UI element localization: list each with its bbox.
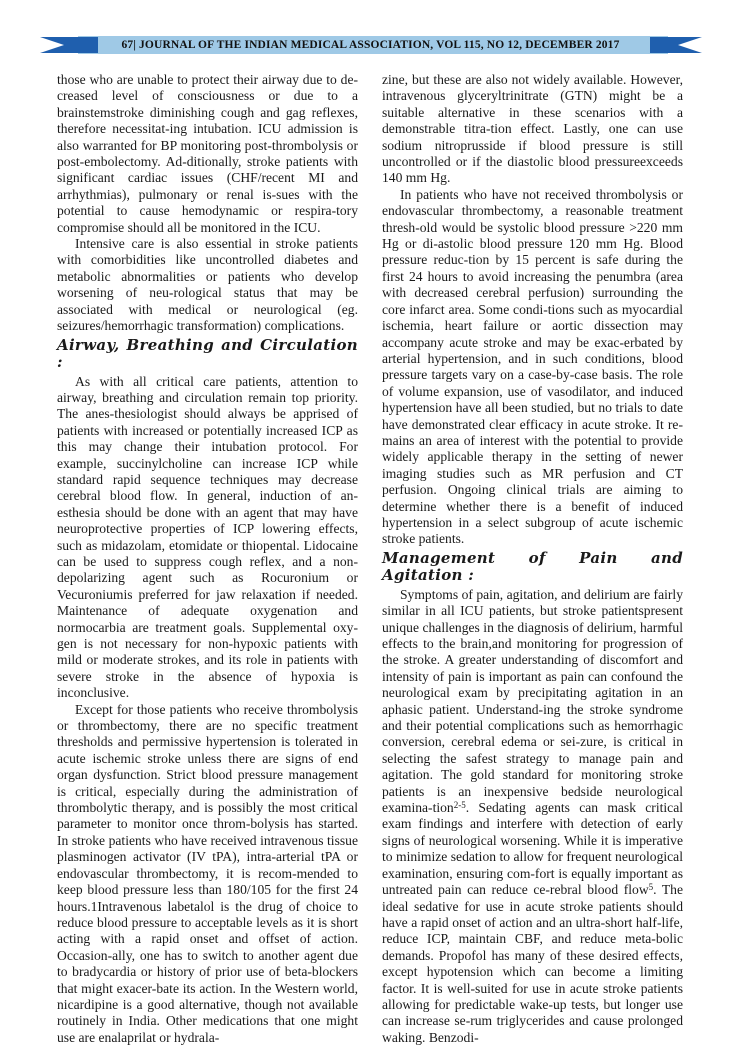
paragraph <box>382 587 683 1046</box>
running-header <box>0 33 741 57</box>
paragraph: In patients who have not received thrombolysis or endovascular thrombectomy, a reasonable treatment thresh-old would be systolic blood pressure >220 mm Hg or di-astolic blood pressure 120 mm Hg. Blood pressure reduc-tion by 15 percent is safe during the first 24 hours to avoid increasing the penumbra (area with decreased cerebral perfusion) surrounding the core infarct area. Some condi-tions such as myocardial ischemia, heart failure or aortic dissection may accompany acute stroke and may be exac-erbated by arterial hypertension, and in such conditions, blood pressure targets vary on a case-by-case basis. The role of volume expansion, use of vasodilator, and induced hypertension have all been studied, but no trials to date have demonstrated clear efficacy in acute stroke. It re-mains an area of interest with the potential to provide widely applicable therapy in the setting of newer imaging studies such as MR perfusion and CT perfusion. Ongoing clinical trials are aiming to determine whether there is a benefit of induced hypertension in a select subgroup of acute ischemic stroke patients. <box>382 186 683 547</box>
paragraph: those who are unable to protect their airway due to de-creased level of consciousness or due to a brainstemstroke diminishing cough and gag reflexes, therefore necessitat-ing intubation. ICU admission is also warranted for BP monitoring post-thrombolysis or post-embolectomy. Ad-ditionally, stroke patients with significant cardiac issues (CHF/recent MI and arrhythmias), pulmonary or renal is-sues with the potential to cause hemodynamic or respira-tory compromise should all be monitored in the ICU. <box>57 72 358 235</box>
paragraph-text: Symptoms of pain, agitation, and delirium are fairly similar in all ICU patients, but stroke patientspresent unique challenges in the diagnosis of delirium, harmful effects to the brain,and monitoring for progression of the stroke. A greater understanding of discomfort and intensity of pain is important as pain can confound the neurological exam by precipitating agitation in an aphasic patient. Understand-ing the stroke syndrome and their potential complications such as hemorrhagic conversion, cerebral edema or sei-zure, is critical in selecting the safest strategy to manage pain and agitation. The gold standard for monitoring stroke patients is an inexpensive bedside neurological examina-tion <box>382 586 683 816</box>
citation-superscript: 5 <box>648 882 654 893</box>
paragraph: As with all critical care patients, attention to airway, breathing and circulation remain top priority. The anes-thesiologist should always be apprised of patients with increased or potentially increased ICP as this may change their intubation protocol. For example, succinylcholine can increase ICP while standard rapid sequence techniques may decrease cerebral blood flow. In general, induction of an-esthesia should be done with an agent that may have neuroprotective properties of ICP lowering effects, such as midazolam, etomidate or thiopental. Lidocaine can be used to suppress cough reflex, and a non-depolarizing agent such as Rocuronium or Vecuroniumis preferred for jaw relaxation if needed. Maintenance of adequate oxygenation and normocarbia are treatment goals. Supplemental oxy-gen is not necessary for non-hypoxic patients with mild or moderate strokes, and its role in patients with severe stroke in the absence of hypoxia is inconclusive. <box>57 373 358 701</box>
header-title: 67| JOURNAL OF THE INDIAN MEDICAL ASSOCIATION, VOL 115, NO 12, DECEMBER 2017 <box>121 39 620 51</box>
paragraph: Intensive care is also essential in stroke patients with comorbidities like uncontrolled diabetes and metabolic abnormalities or patients who develop worsening of neu-rological status that may be associated with medical or neurological (eg. seizures/hemorrhagic transformation) complications. <box>57 236 358 334</box>
section-heading-pain-agitation: Management of Pain and Agitation : <box>382 548 683 584</box>
left-column <box>57 72 358 1046</box>
citation-superscript: 2-5 <box>453 800 466 811</box>
paragraph-text: . The ideal sedative for use in acute stroke patients should have a rapid onset of action and an ultra-short half-life, reduce ICP, maintain CBF, and reduce meta-bolic demands. Propofol has many of these desired effects, except hypotension which can become a limiting factor. It is well-suited for use in acute stroke patients allowing for predictable wake-up tests, but longer use can increase se-rum triglycerides and cause prolonged waking. Benzodi- <box>382 882 683 1045</box>
section-heading-airway: Airway, Breathing and Circulation : <box>57 335 358 371</box>
paragraph-text: . Sedating agents can mask critical exam findings and interfere with detection of early signs of neurological worsening. While it is imperative to minimize sedation to allow for frequent neurological examination, ensuring com-fort is equally important as untreated pain can reduce ce-rebral blood flow <box>382 800 683 898</box>
right-column <box>382 72 683 1046</box>
paragraph: zine, but these are also not widely available. However, intravenous glyceryltrinitrate (GTN) might be a suitable alternative in these scenarios with a demonstrable titra-tion effect. Lastly, one can use sodium nitroprusside if blood pressure is still uncontrolled or if the diastolic blood pressureexceeds 140 mm Hg. <box>382 72 683 186</box>
paragraph: Except for those patients who receive thrombolysis or thrombectomy, there are no specific treatment thresholds and permissive hypertension is tolerated in acute ischemic stroke unless there are signs of end organ dysfunction. Strict blood pressure management is critical, especially during the administration of thrombolytic therapy, and is possibly the most critical parameter to monitor once throm-bolysis has started. In stroke patients who have received intravenous tissue plasminogen activator (IV tPA), intra-arterial tPA or endovascular thrombectomy, it is recom-mended to keep blood pressure less than 180/105 for the first 24 hours.1Intravenous labetalol is the drug of choice to reduce blood pressure to acceptable levels as it is short acting with a rapid onset and offset of action. Occasion-ally, one has to switch to another agent due to bradycardia or history of prior use of beta-blockers that might exacer-bate its action. In the Western world, nicardipine is a good alternative, though not available routinely in India. Other medications that one might use are enalaprilat or hydrala- <box>57 701 358 1045</box>
